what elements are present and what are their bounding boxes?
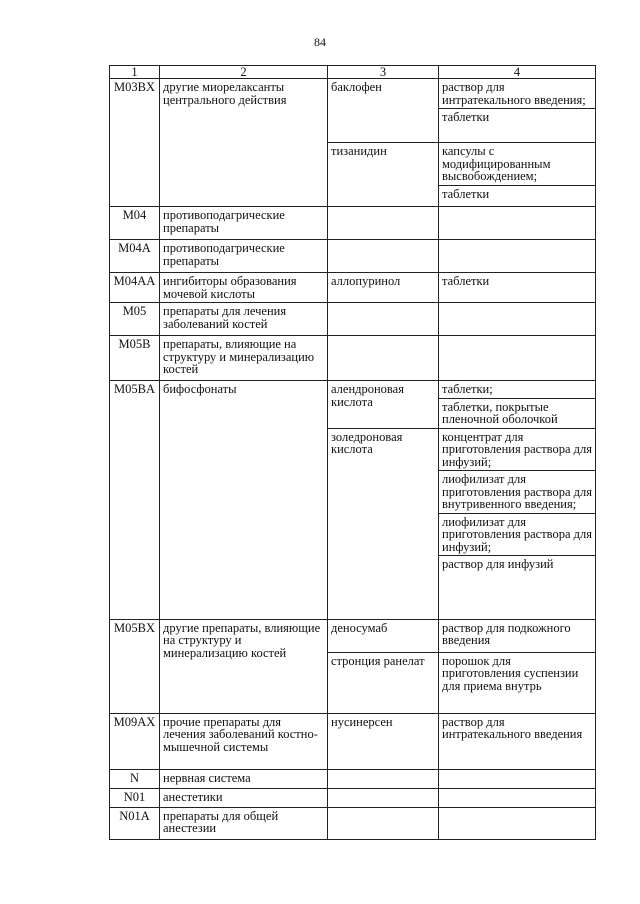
dosage-form: лиофилизат для приготовления раствора для инфузий; [439, 513, 595, 556]
dosage-forms-cell [439, 303, 596, 336]
dosage-form: концентрат для приготовления раствора для инфузий; [442, 429, 592, 469]
atc-code-cell: M03BX [110, 79, 160, 207]
dosage-forms-cell [439, 79, 596, 143]
group-name-cell: другие препараты, влияющие на структуру и минерализацию костей [160, 619, 328, 713]
atc-code-cell: M05BX [110, 619, 160, 713]
drug-name-cell: аллопуринол [328, 273, 439, 303]
table-row [110, 336, 596, 381]
dosage-form: таблетки [442, 274, 490, 288]
dosage-forms-cell [439, 273, 596, 303]
dosage-forms-cell [439, 207, 596, 240]
dosage-form: таблетки, покрытые пленочной оболочкой [439, 398, 595, 428]
dosage-forms-cell [439, 788, 596, 807]
dosage-form: раствор для инфузий [439, 555, 595, 573]
dosage-form: таблетки; [442, 382, 493, 396]
atc-code-cell: M09AX [110, 713, 160, 769]
atc-code-cell: N [110, 769, 160, 788]
group-name-cell: препараты для лечения заболеваний костей [160, 303, 328, 336]
group-name-cell: анестетики [160, 788, 328, 807]
header-col-2: 2 [160, 66, 328, 79]
table-row [110, 79, 596, 143]
atc-code-cell: M05BA [110, 381, 160, 620]
table-row [110, 788, 596, 807]
group-name-cell: прочие препараты для лечения заболеваний костно-мышечной системы [160, 713, 328, 769]
dosage-forms-cell [439, 381, 596, 429]
atc-code-cell: M04A [110, 240, 160, 273]
group-name-cell: нервная система [160, 769, 328, 788]
atc-code-cell: M05B [110, 336, 160, 381]
drug-name-cell: алендроновая кислота [328, 381, 439, 429]
table-row [110, 381, 596, 429]
header-col-3: 3 [328, 66, 439, 79]
table-row [110, 240, 596, 273]
drug-name-cell [328, 207, 439, 240]
drug-name-cell: деносумаб [328, 619, 439, 652]
dosage-forms-cell [439, 769, 596, 788]
table-row [110, 769, 596, 788]
drug-name-cell [328, 807, 439, 839]
dosage-form: порошок для приготовления суспензии для приема внутрь [442, 653, 579, 693]
atc-code-cell: M04 [110, 207, 160, 240]
atc-code-cell: N01 [110, 788, 160, 807]
drug-name-cell: золедроновая кислота [328, 428, 439, 619]
dosage-forms-cell [439, 619, 596, 652]
dosage-form: таблетки [439, 108, 595, 126]
dosage-form: раствор для интратекального введения; [442, 80, 586, 107]
drug-name-cell: тизанидин [328, 143, 439, 207]
group-name-cell: препараты для общей анестезии [160, 807, 328, 839]
header-row [110, 66, 596, 79]
page-number: 84 [314, 35, 326, 49]
atc-code-cell: M05 [110, 303, 160, 336]
dosage-forms-cell [439, 143, 596, 207]
atc-code-cell: M04AA [110, 273, 160, 303]
dosage-form: лиофилизат для приготовления раствора для внутривенного введения; [439, 470, 595, 513]
dosage-forms-cell [439, 240, 596, 273]
group-name-cell: другие миорелаксанты центрального действия [160, 79, 328, 207]
group-name-cell: бифосфонаты [160, 381, 328, 620]
table-row [110, 207, 596, 240]
header-col-4: 4 [439, 66, 596, 79]
drug-name-cell: стронция ранелат [328, 652, 439, 713]
drug-classification-table [109, 65, 596, 840]
drug-name-cell: баклофен [328, 79, 439, 143]
dosage-form: капсулы с модифицированным высвобождением; [442, 144, 551, 183]
header-col-1: 1 [110, 66, 160, 79]
dosage-forms-cell [439, 652, 596, 713]
group-name-cell: препараты, влияющие на структуру и минерализацию костей [160, 336, 328, 381]
drug-name-cell [328, 769, 439, 788]
atc-code-cell: N01A [110, 807, 160, 839]
dosage-form: раствор для подкожного введения [442, 620, 571, 647]
drug-name-cell [328, 303, 439, 336]
dosage-form: таблетки [439, 185, 595, 203]
group-name-cell: ингибиторы образования мочевой кислоты [160, 273, 328, 303]
dosage-form: раствор для интратекального введения [442, 714, 583, 741]
drug-name-cell: нусинерсен [328, 713, 439, 769]
group-name-cell: противоподагрические препараты [160, 207, 328, 240]
table-row [110, 273, 596, 303]
drug-name-cell [328, 240, 439, 273]
dosage-forms-cell [439, 807, 596, 839]
table-body [110, 79, 596, 840]
drug-name-cell [328, 788, 439, 807]
drug-name-cell [328, 336, 439, 381]
dosage-forms-cell [439, 713, 596, 769]
table-row [110, 303, 596, 336]
table-row [110, 807, 596, 839]
dosage-forms-cell [439, 428, 596, 619]
table-row [110, 619, 596, 652]
group-name-cell: противоподагрические препараты [160, 240, 328, 273]
table-row [110, 713, 596, 769]
dosage-forms-cell [439, 336, 596, 381]
